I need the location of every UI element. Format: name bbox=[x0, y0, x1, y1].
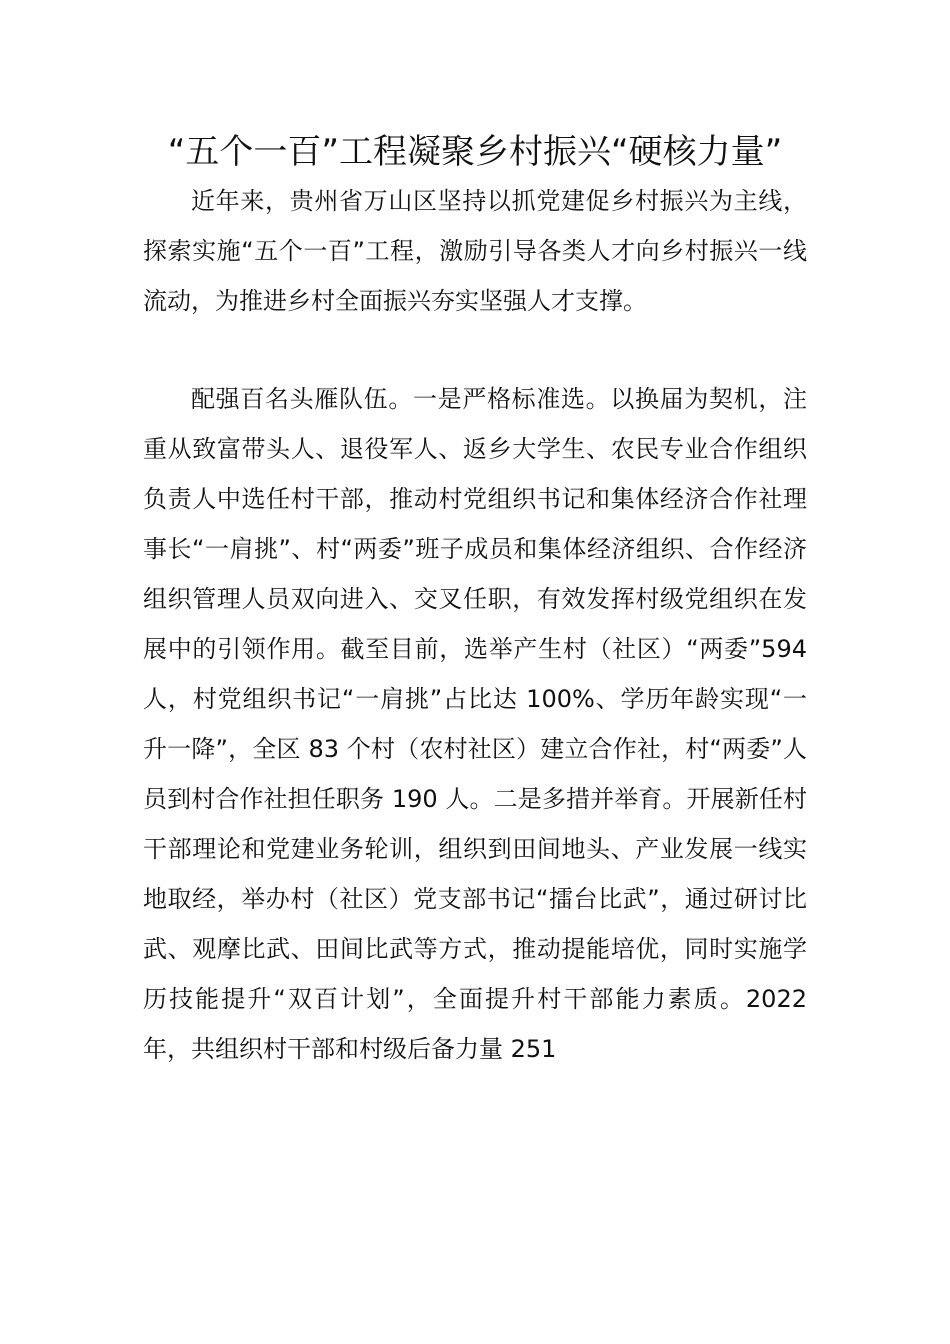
paragraph-leaders: 配强百名头雁队伍。一是严格标准选。以换届为契机，注重从致富带头人、退役军人、返乡大学生、农民专业合作组织负责人中选任村干部，推动村党组织书记和集体经济合作社理事长“一肩挑”、村“两委”班子成员和集体经济组织、合作经济组织管理人员双向进入、交叉任职，有效发挥村级党组织在发展中的引领作用。截至目前，选举产生村（社区）“两委”594 人，村党组织书记“一肩挑”占比达 100%、学历年龄实现“一升一降”，全区 83 个村（农村社区）建立合作社，村“两委”人员到村合作社担任职务 190 人。二是多措并举育。开展新任村干部理论和党建业务轮训，组织到田间地头、产业发展一线实地取经，举办村（社区）党支部书记“擂台比武”，通过研讨比武、观摩比武、田间比武等方式，推动提能培优，同时实施学历技能提升“双百计划”，全面提升村干部能力素质。2022 年，共组织村干部和村级后备力量 251 bbox=[143, 385, 807, 1063]
paragraph-intro: 近年来，贵州省万山区坚持以抓党建促乡村振兴为主线，探索实施“五个一百”工程，激励引导各类人才向乡村振兴一线流动，为推进乡村全面振兴夯实坚强人才支撑。 bbox=[143, 187, 807, 315]
document-page bbox=[143, 128, 807, 1074]
document-title: “五个一百”工程凝聚乡村振兴“硬核力量” bbox=[167, 132, 783, 172]
